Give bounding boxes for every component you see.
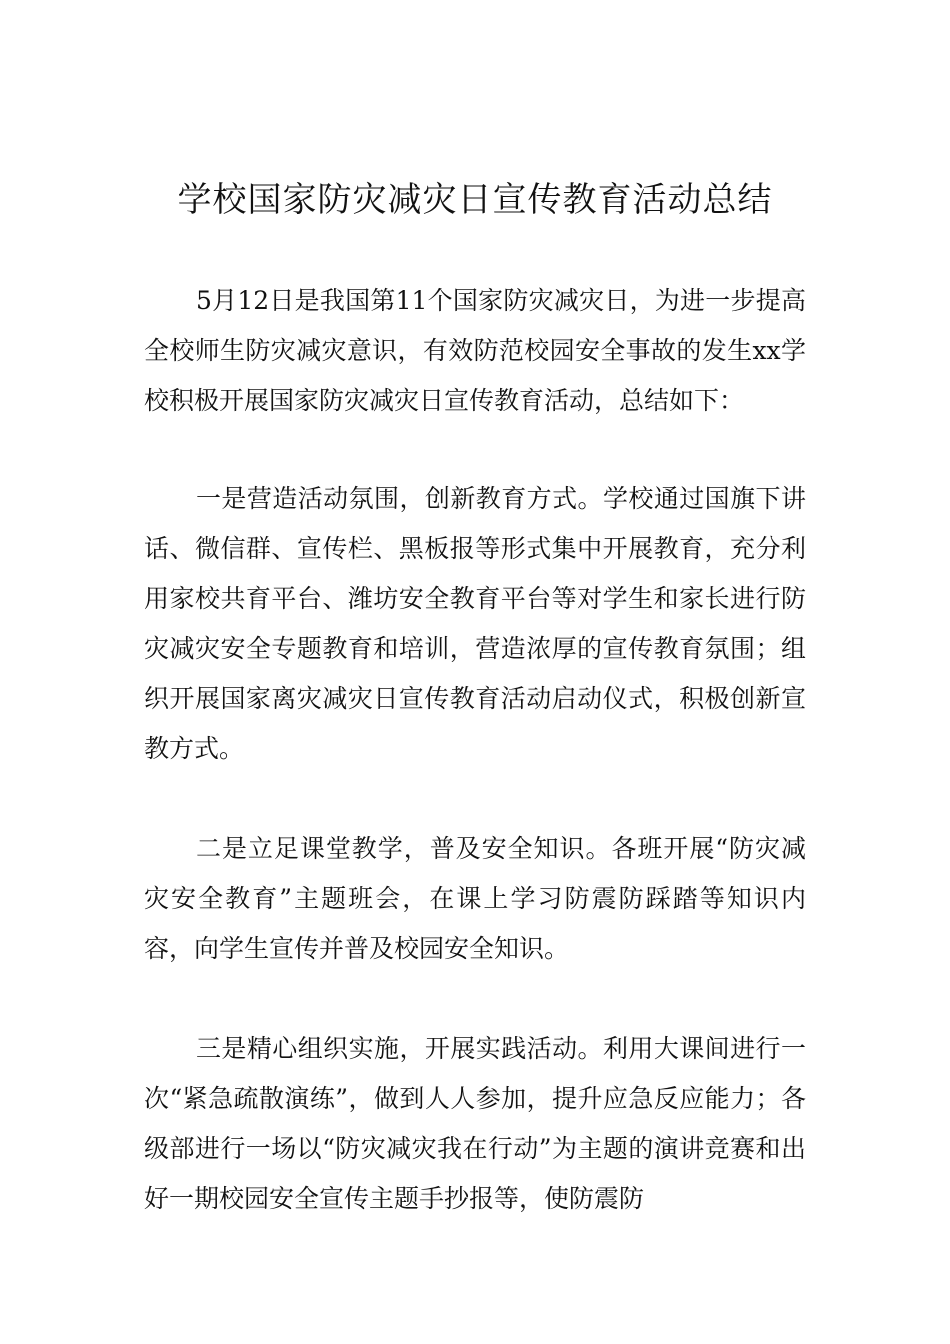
- paragraph-point-two: 二是立足课堂教学，普及安全知识。各班开展“防灾减灾安全教育”主题班会，在课上学习防震防踩踏等知识内容，向学生宣传并普及校园安全知识。: [144, 834, 806, 963]
- paragraph-point-one: 一是营造活动氛围，创新教育方式。学校通过国旗下讲话、微信群、宣传栏、黑板报等形式集中开展教育，充分利用家校共育平台、潍坊安全教育平台等对学生和家长进行防灾减灾安全专题教育和培训，营造浓厚的宣传教育氛围；组织开展国家离灾减灾日宣传教育活动启动仪式，积极创新宣教方式。: [144, 484, 806, 763]
- document-title: 学校国家防灾减灾日宣传教育活动总结: [177, 180, 773, 220]
- paragraph-point-three: 三是精心组织实施，开展实践活动。利用大课间进行一次“紧急疏散演练”，做到人人参加，提升应急反应能力；各级部进行一场以“防灾减灾我在行动”为主题的演讲竞赛和出好一期校园安全宣传主题手抄报等，使防震防: [144, 1034, 806, 1213]
- paragraph-intro: 5月12日是我国第11个国家防灾减灾日，为进一步提高全校师生防灾减灾意识，有效防范校园安全事故的发生xx学校积极开展国家防灾减灾日宣传教育活动，总结如下：: [144, 286, 806, 415]
